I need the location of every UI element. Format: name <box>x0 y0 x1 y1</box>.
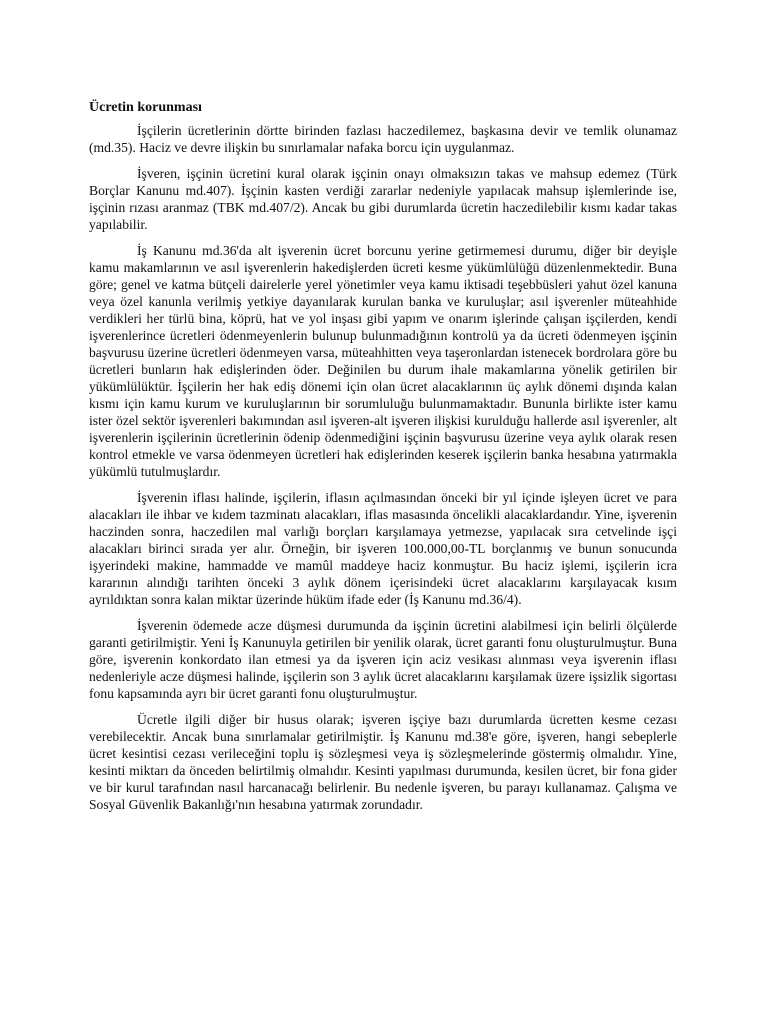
paragraph-1: İşçilerin ücretlerinin dörtte birinden fazlası haczedilemez, başkasına devir ve temlik olunamaz (md.35). Haciz ve devre ilişkin bu sınırlamalar nafaka borcu için uygulanmaz. <box>89 123 677 155</box>
paragraph-5: İşverenin ödemede acze düşmesi durumunda da işçinin ücretini alabilmesi için belirli ölçülerde garanti getirilmiştir. Yeni İş Kanunuyla getirilen bir yenilik olarak, ücret garanti fonu oluşturulmuştur. Buna göre, işverenin konkordato ilan etmesi ya da işveren için aciz vesikası alınması veya işverenin iflası nedenleriyle acze düşmesi halinde, işçilerin son 3 aylık ücret alacaklarını karşılamak üzere işsizlik sigortası fonu kapsamında ayrı bir ücret garanti fonu oluşturulmuştur. <box>89 618 677 701</box>
paragraph-6: Ücretle ilgili diğer bir husus olarak; işveren işçiye bazı durumlarda ücretten kesme cezası verebilecektir. Ancak buna sınırlamalar getirilmiştir. İş Kanunu md.38'e göre, işveren, hangi sebeplerle ücret kesintisi cezası verileceğini toplu iş sözleşmesi veya iş sözleşmelerinde göstermiş olmalıdır. Yine, kesinti miktarı da önceden belirtilmiş olmalıdır. Kesinti yapılması durumunda, kesilen ücret, bir fona gider ve bir kurul tarafından nasıl harcanacağı belirlenir. Bu nedenle işveren, bu parayı kullanamaz. Çalışma ve Sosyal Güvenlik Bakanlığı'nın hesabına yatırmak zorundadır. <box>89 712 677 812</box>
document-body <box>89 99 677 822</box>
section-heading: Ücretin korunması <box>89 100 202 115</box>
paragraph-4: İşverenin iflası halinde, işçilerin, iflasın açılmasından önceki bir yıl içinde işleyen ücret ve para alacakları ile ihbar ve kıdem tazminatı alacakları, iflas masasında öncelikli alacaklardandır. Yine, işverenin haczinden sonra, haczedilen mal varlığı borçları karşılamaya yetmezse, yapılacak sıra cetvelinde işçi alacakları birinci sırada yer alır. Örneğin, bir işveren 100.000,00-TL borçlanmış ve bunun sonucunda işyerindeki makine, hammadde ve mamûl maddeye haciz konmuştur. Bu haciz işlemi, işçilerin icra kararının alındığı tarihten önceki 3 aylık dönem içerisindeki ücret alacaklarını karşılayacak kısım ayrıldıktan sonra kalan miktar üzerinde hüküm ifade eder (İş Kanunu md.36/4). <box>89 490 677 607</box>
paragraph-2: İşveren, işçinin ücretini kural olarak işçinin onayı olmaksızın takas ve mahsup edemez (Türk Borçlar Kanunu md.407). İşçinin kasten verdiği zararlar nedeniyle yapılacak mahsup işlemlerinde ise, işçinin rızası aranmaz (TBK md.407/2). Ancak bu gibi durumlarda ücretin haczedilebilir kısmı kadar takas yapılabilir. <box>89 166 677 232</box>
paragraph-3: İş Kanunu md.36'da alt işverenin ücret borcunu yerine getirmemesi durumu, diğer bir deyişle kamu makamlarının ve asıl işverenlerin hakedişlerden ücreti kesme yükümlülüğü düzenlenmektedir. Buna göre; genel ve katma bütçeli dairelerle yerel yönetimler veya kamu iktisadi teşebbüsleri yahut özel kanuna veya özel kanunla verilmiş yetkiye dayanılarak kurulan banka ve kuruluşlar; asıl işverenler müteahhide verdikleri her türlü bina, köprü, hat ve yol inşası gibi yapım ve onarım işlerinde çalışan işçilerden, kendi işverenlerince ücretleri ödenmeyenlerin bulunup bulunmadığının kontrolü ya da ücreti ödenmeyen işçinin başvurusu üzerine ücretleri ödenmeyen varsa, müteahhitten veya taşeronlardan istenecek bordrolara göre bu ücretleri bunların hak edişlerinden öder. Değinilen bu durum ihale makamlarına yönelik getirilen bir yükümlülüktür. İşçilerin her hak ediş dönemi için olan ücret alacaklarının üç aylık dönemi dışında kalan kısmı için kamu kurum ve kuruluşlarının bir sorumluluğu bulunmamaktadır. Bununla birlikte ister kamu ister özel sektör işverenleri bakımından asıl işveren-alt işveren ilişkisi kurulduğu hallerde asıl işverenler, alt işverenlerin işçilerinin ücretlerinin ödenip ödenmediğini işçinin başvurusu üzerine veya aylık olarak resen kontrol etmekle ve varsa ödenmeyen ücretleri hak edişlerinden keserek işçilerin banka hesabına yatırmakla yükümlü tutulmuşlardır. <box>89 243 677 479</box>
